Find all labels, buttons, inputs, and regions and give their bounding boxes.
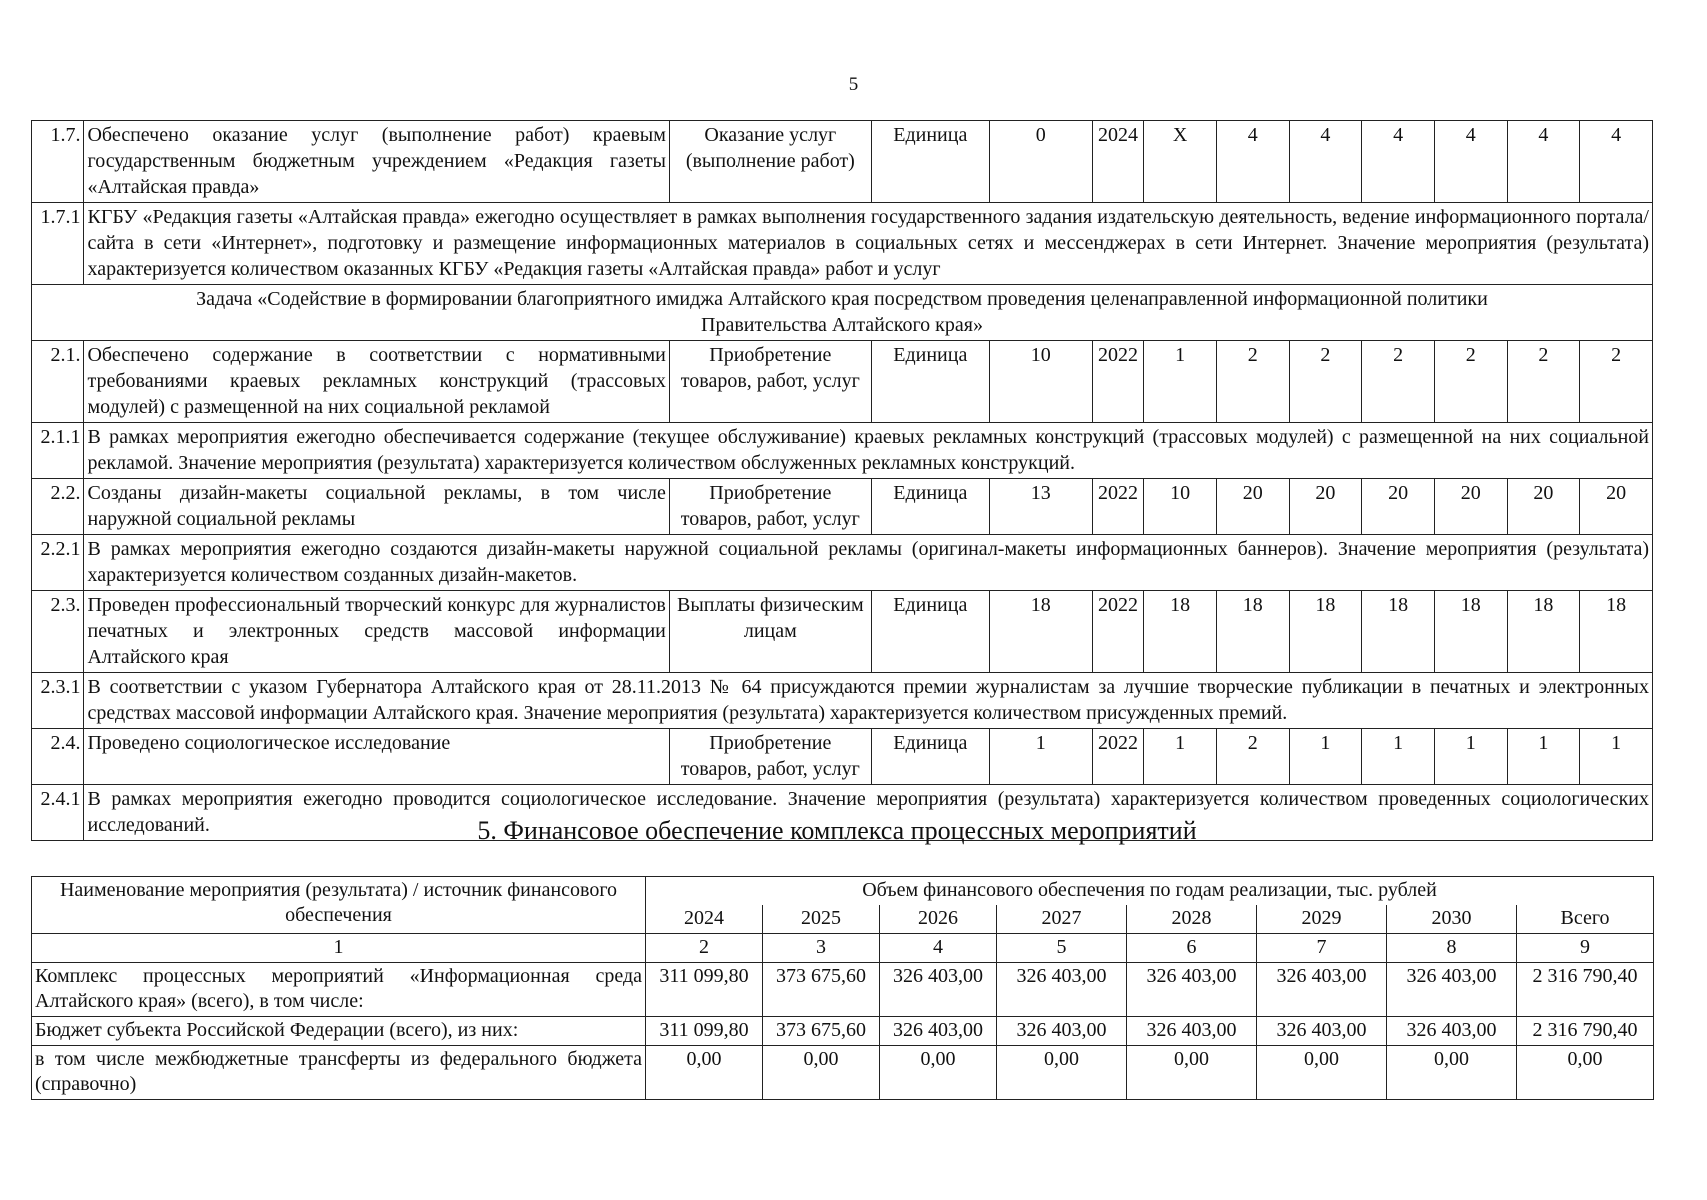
item-name: Проведен профессиональный творческий конкурс для журналистов печатных и электронных средств массовой информации Алтайского края [84, 591, 669, 673]
finance-source-name: Бюджет субъекта Российской Федерации (всего), из них: [32, 1017, 646, 1046]
item-kind: Приобретение товаров, работ, услуг [669, 479, 871, 535]
desc-number: 1.7.1 [32, 203, 84, 285]
item-value-2027: 4 [1362, 121, 1435, 203]
result-row-item [32, 341, 1653, 423]
item-value-2026: 2 [1289, 341, 1362, 423]
result-row-desc [32, 423, 1653, 479]
item-value-2024: 10 [1144, 479, 1217, 535]
item-unit: Единица [871, 729, 989, 785]
column-number: 5 [997, 934, 1127, 963]
desc-number: 2.4.1 [32, 785, 84, 841]
year-header: 2030 [1387, 905, 1517, 934]
desc-text: В рамках мероприятия ежегодно обеспечивается содержание (текущее обслуживание) краевых рекламных конструкций (трассовых модулей) с размещенной на них социальной рекламой. Значение мероприятия (результата) характеризуется количеством обслуженных рекламных конструкций. [84, 423, 1653, 479]
item-value-2030: 18 [1580, 591, 1653, 673]
finance-amount: 326 403,00 [1257, 963, 1387, 1017]
finance-row [32, 963, 1654, 1017]
item-value-2026: 20 [1289, 479, 1362, 535]
item-value-2026: 18 [1289, 591, 1362, 673]
item-unit: Единица [871, 341, 989, 423]
item-value-2030: 1 [1580, 729, 1653, 785]
finance-amount: 326 403,00 [997, 963, 1127, 1017]
year-header: 2028 [1127, 905, 1257, 934]
item-name: Созданы дизайн-макеты социальной рекламы, в том числе наружной социальной рекламы [84, 479, 669, 535]
item-unit: Единица [871, 591, 989, 673]
result-row-item [32, 591, 1653, 673]
finance-amount: 326 403,00 [1257, 1017, 1387, 1046]
item-base-year: 2022 [1092, 479, 1143, 535]
finance-amount: 311 099,80 [646, 1017, 763, 1046]
item-name: Обеспечено содержание в соответствии с нормативными требованиями краевых рекламных конструкций (трассовых модулей) с размещенной на них социальной рекламой [84, 341, 669, 423]
finance-amount: 373 675,60 [763, 1017, 880, 1046]
finance-amount: 311 099,80 [646, 963, 763, 1017]
item-value-2030: 20 [1580, 479, 1653, 535]
desc-number: 2.1.1 [32, 423, 84, 479]
item-value-2028: 4 [1434, 121, 1507, 203]
finance-amount: 326 403,00 [1387, 1017, 1517, 1046]
finance-amount: 326 403,00 [1127, 963, 1257, 1017]
column-number: 9 [1517, 934, 1654, 963]
finance-colnum-row [32, 934, 1654, 963]
item-base-value: 13 [989, 479, 1092, 535]
item-value-2027: 18 [1362, 591, 1435, 673]
item-value-2028: 1 [1434, 729, 1507, 785]
year-header: 2024 [646, 905, 763, 934]
item-base-year: 2024 [1092, 121, 1143, 203]
item-value-2028: 2 [1434, 341, 1507, 423]
result-row-item [32, 121, 1653, 203]
finance-source-name: в том числе межбюджетные трансферты из федерального бюджета (справочно) [32, 1046, 646, 1100]
item-value-2025: 20 [1216, 479, 1289, 535]
finance-amount: 0,00 [1257, 1046, 1387, 1100]
desc-text: В рамках мероприятия ежегодно создаются дизайн-макеты наружной социальной рекламы (оригинал-макеты информационных баннеров). Значение мероприятия (результата) характеризуется количеством созданных дизайн-макетов. [84, 535, 1653, 591]
column-number: 8 [1387, 934, 1517, 963]
finance-amount: 326 403,00 [1387, 963, 1517, 1017]
finance-amount: 0,00 [763, 1046, 880, 1100]
page-number: 5 [848, 74, 859, 95]
item-kind: Оказание услуг (выполнение работ) [669, 121, 871, 203]
section-heading: 5. Финансовое обеспечение комплекса процессных мероприятий [477, 816, 1197, 845]
item-name: Обеспечено оказание услуг (выполнение работ) краевым государственным бюджетным учреждением «Редакция газеты «Алтайская правда» [84, 121, 669, 203]
item-value-2025: 4 [1216, 121, 1289, 203]
item-kind: Приобретение товаров, работ, услуг [669, 341, 871, 423]
results-table [31, 120, 1653, 841]
item-value-2029: 4 [1507, 121, 1580, 203]
item-value-2024: 1 [1144, 341, 1217, 423]
item-base-year: 2022 [1092, 341, 1143, 423]
finance-amount: 326 403,00 [880, 1017, 997, 1046]
item-value-2029: 18 [1507, 591, 1580, 673]
item-value-2029: 1 [1507, 729, 1580, 785]
year-header: 2027 [997, 905, 1127, 934]
item-unit: Единица [871, 479, 989, 535]
item-value-2029: 20 [1507, 479, 1580, 535]
item-value-2028: 18 [1434, 591, 1507, 673]
item-base-value: 18 [989, 591, 1092, 673]
item-value-2024: Х [1144, 121, 1217, 203]
column-number: 7 [1257, 934, 1387, 963]
item-value-2026: 4 [1289, 121, 1362, 203]
finance-amount: 0,00 [646, 1046, 763, 1100]
item-value-2024: 1 [1144, 729, 1217, 785]
column-number: 3 [763, 934, 880, 963]
item-number: 1.7. [32, 121, 84, 203]
result-row-desc [32, 673, 1653, 729]
finance-amount: 2 316 790,40 [1517, 963, 1654, 1017]
finance-amount: 326 403,00 [1127, 1017, 1257, 1046]
finance-header-name: Наименование мероприятия (результата) / источник финансового обеспечения [32, 877, 646, 934]
item-number: 2.4. [32, 729, 84, 785]
result-row-task [32, 285, 1653, 341]
item-value-2025: 2 [1216, 341, 1289, 423]
finance-amount: 0,00 [1127, 1046, 1257, 1100]
column-number: 1 [32, 934, 646, 963]
result-row-item [32, 479, 1653, 535]
year-header: Всего [1517, 905, 1654, 934]
item-base-year: 2022 [1092, 729, 1143, 785]
item-value-2027: 1 [1362, 729, 1435, 785]
column-number: 4 [880, 934, 997, 963]
item-value-2030: 2 [1580, 341, 1653, 423]
item-base-value: 0 [989, 121, 1092, 203]
desc-number: 2.2.1 [32, 535, 84, 591]
desc-text: В рамках мероприятия ежегодно проводится социологическое исследование. Значение мероприятия (результата) характеризуется количеством проведенных социологических исследований. [84, 785, 1653, 841]
finance-row [32, 1017, 1654, 1046]
item-base-value: 10 [989, 341, 1092, 423]
desc-number: 2.3.1 [32, 673, 84, 729]
item-value-2025: 2 [1216, 729, 1289, 785]
result-row-desc [32, 203, 1653, 285]
year-header: 2026 [880, 905, 997, 934]
item-value-2024: 18 [1144, 591, 1217, 673]
item-name: Проведено социологическое исследование [84, 729, 669, 785]
item-value-2027: 20 [1362, 479, 1435, 535]
item-number: 2.3. [32, 591, 84, 673]
finance-amount: 326 403,00 [997, 1017, 1127, 1046]
item-value-2025: 18 [1216, 591, 1289, 673]
finance-header-row [32, 877, 1654, 906]
task-heading: Задача «Содействие в формировании благоприятного имиджа Алтайского края посредством проведения целенаправленной информационной политики Правительства Алтайского края» [32, 285, 1653, 341]
finance-amount: 0,00 [1517, 1046, 1654, 1100]
desc-text: КГБУ «Редакция газеты «Алтайская правда» ежегодно осуществляет в рамках выполнения государственного задания издательскую деятельность, ведение информационного портала/сайта в сети «Интернет», подготовку и размещение информационных материалов в социальных сетях и мессенджерах в сети Интернет. Значение мероприятия (результата) характеризуется количеством оказанных КГБУ «Редакция газеты «Алтайская правда» работ и услуг [84, 203, 1653, 285]
item-kind: Приобретение товаров, работ, услуг [669, 729, 871, 785]
item-value-2028: 20 [1434, 479, 1507, 535]
year-header: 2025 [763, 905, 880, 934]
finance-row [32, 1046, 1654, 1100]
item-unit: Единица [871, 121, 989, 203]
finance-table [31, 876, 1654, 1100]
result-row-item [32, 729, 1653, 785]
column-number: 6 [1127, 934, 1257, 963]
column-number: 2 [646, 934, 763, 963]
item-value-2030: 4 [1580, 121, 1653, 203]
item-kind: Выплаты физическим лицам [669, 591, 871, 673]
finance-source-name: Комплекс процессных мероприятий «Информационная среда Алтайского края» (всего), в том числе: [32, 963, 646, 1017]
item-base-value: 1 [989, 729, 1092, 785]
item-number: 2.2. [32, 479, 84, 535]
item-value-2027: 2 [1362, 341, 1435, 423]
finance-amount: 326 403,00 [880, 963, 997, 1017]
item-base-year: 2022 [1092, 591, 1143, 673]
finance-amount: 373 675,60 [763, 963, 880, 1017]
year-header: 2029 [1257, 905, 1387, 934]
item-number: 2.1. [32, 341, 84, 423]
result-row-desc [32, 535, 1653, 591]
item-value-2026: 1 [1289, 729, 1362, 785]
finance-amount: 0,00 [1387, 1046, 1517, 1100]
desc-text: В соответствии с указом Губернатора Алтайского края от 28.11.2013 № 64 присуждаются премии журналистам за лучшие творческие публикации в печатных и электронных средствах массовой информации Алтайского края. Значение мероприятия (результата) характеризуется количеством присужденных премий. [84, 673, 1653, 729]
finance-header-volume: Объем финансового обеспечения по годам реализации, тыс. рублей [646, 877, 1654, 906]
finance-amount: 0,00 [880, 1046, 997, 1100]
finance-amount: 2 316 790,40 [1517, 1017, 1654, 1046]
item-value-2029: 2 [1507, 341, 1580, 423]
finance-amount: 0,00 [997, 1046, 1127, 1100]
